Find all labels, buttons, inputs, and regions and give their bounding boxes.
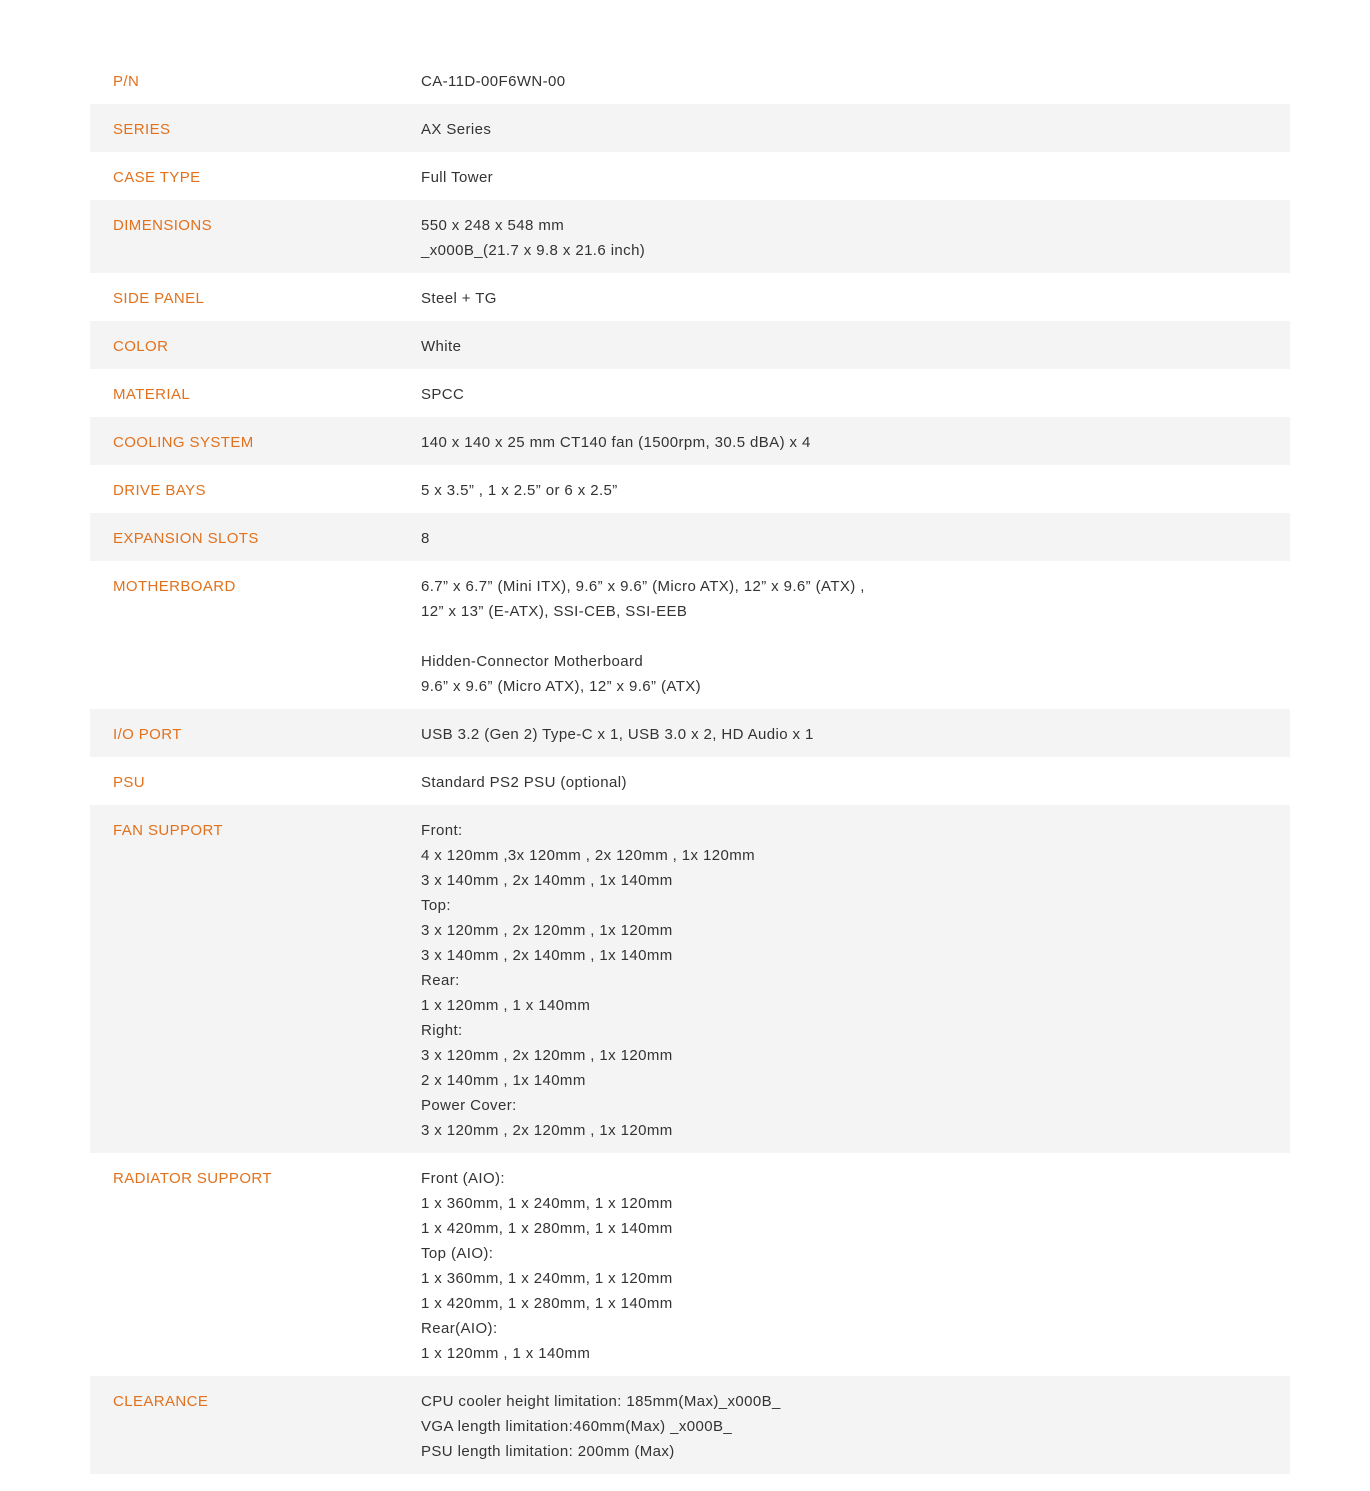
spec-label: I/O PORT	[113, 726, 182, 743]
spec-row	[90, 56, 1290, 104]
spec-row	[90, 369, 1290, 417]
spec-value	[421, 770, 1290, 795]
spec-value-line: 1 x 420mm, 1 x 280mm, 1 x 140mm	[421, 1220, 673, 1237]
spec-value	[421, 574, 1290, 699]
spec-value-line: _x000B_(21.7 x 9.8 x 21.6 inch)	[421, 242, 646, 259]
spec-label: SERIES	[113, 121, 171, 138]
spec-value-line: 3 x 140mm , 2x 140mm , 1x 140mm	[421, 872, 673, 889]
spec-value-line: Right:	[421, 1022, 463, 1039]
spec-row	[90, 709, 1290, 757]
spec-value-line: SPCC	[421, 386, 465, 403]
spec-label: SIDE PANEL	[113, 290, 205, 307]
spec-value	[421, 722, 1290, 747]
spec-value-line: Front:	[421, 822, 463, 839]
spec-value-line: 550 x 248 x 548 mm	[421, 217, 565, 234]
spec-value-line: Power Cover:	[421, 1097, 517, 1114]
spec-value-line: Top:	[421, 897, 451, 914]
spec-row	[90, 273, 1290, 321]
spec-value-line: 1 x 120mm , 1 x 140mm	[421, 997, 591, 1014]
spec-value	[421, 213, 1290, 263]
spec-value-line: 2 x 140mm , 1x 140mm	[421, 1072, 586, 1089]
spec-label: MOTHERBOARD	[113, 578, 236, 595]
spec-value	[421, 526, 1290, 551]
spec-value-line: Full Tower	[421, 169, 494, 186]
spec-value	[421, 117, 1290, 142]
spec-value	[421, 165, 1290, 190]
spec-table	[90, 56, 1290, 1474]
spec-value-line	[421, 624, 1290, 649]
spec-value-line: 1 x 360mm, 1 x 240mm, 1 x 120mm	[421, 1270, 673, 1287]
spec-label: P/N	[113, 73, 140, 90]
spec-label: COLOR	[113, 338, 169, 355]
spec-row	[90, 104, 1290, 152]
spec-value-line: Front (AIO):	[421, 1170, 505, 1187]
spec-label: FAN SUPPORT	[113, 822, 223, 839]
spec-row	[90, 200, 1290, 273]
spec-value	[421, 382, 1290, 407]
spec-label: PSU	[113, 774, 146, 791]
spec-value-line: 1 x 360mm, 1 x 240mm, 1 x 120mm	[421, 1195, 673, 1212]
spec-label: MATERIAL	[113, 386, 191, 403]
spec-value	[421, 286, 1290, 311]
spec-value-line: 8	[421, 530, 430, 547]
spec-label: CLEARANCE	[113, 1393, 209, 1410]
spec-value-line: 1 x 420mm, 1 x 280mm, 1 x 140mm	[421, 1295, 673, 1312]
spec-row	[90, 1153, 1290, 1376]
spec-value-line: 3 x 120mm , 2x 120mm , 1x 120mm	[421, 922, 673, 939]
spec-value-line: Steel + TG	[421, 290, 497, 307]
spec-value-line: Standard PS2 PSU (optional)	[421, 774, 627, 791]
spec-value-line: AX Series	[421, 121, 492, 138]
spec-value-line: 3 x 120mm , 2x 120mm , 1x 120mm	[421, 1047, 673, 1064]
spec-value	[421, 1389, 1290, 1464]
spec-row	[90, 561, 1290, 709]
spec-value-line: 9.6” x 9.6” (Micro ATX), 12” x 9.6” (ATX)	[421, 678, 702, 695]
spec-value-line: 5 x 3.5” , 1 x 2.5” or 6 x 2.5”	[421, 482, 618, 499]
spec-value-line: Rear:	[421, 972, 460, 989]
spec-value-line: 4 x 120mm ,3x 120mm , 2x 120mm , 1x 120mm	[421, 847, 756, 864]
spec-value-line: 1 x 120mm , 1 x 140mm	[421, 1345, 591, 1362]
spec-value	[421, 1166, 1290, 1366]
spec-row	[90, 152, 1290, 200]
spec-value-line: CA-11D-00F6WN-00	[421, 73, 566, 90]
spec-value-line: 140 x 140 x 25 mm CT140 fan (1500rpm, 30.5 dBA) x 4	[421, 434, 811, 451]
spec-value	[421, 69, 1290, 94]
spec-label: COOLING SYSTEM	[113, 434, 254, 451]
spec-value-line: 6.7” x 6.7” (Mini ITX), 9.6” x 9.6” (Micro ATX), 12” x 9.6” (ATX) ,	[421, 578, 865, 595]
spec-row	[90, 513, 1290, 561]
spec-value-line: 3 x 140mm , 2x 140mm , 1x 140mm	[421, 947, 673, 964]
spec-value	[421, 818, 1290, 1143]
spec-label: EXPANSION SLOTS	[113, 530, 259, 547]
spec-row	[90, 321, 1290, 369]
spec-row	[90, 757, 1290, 805]
spec-value-line: USB 3.2 (Gen 2) Type-C x 1, USB 3.0 x 2, HD Audio x 1	[421, 726, 814, 743]
spec-value-line: VGA length limitation:460mm(Max) _x000B_	[421, 1418, 733, 1435]
spec-label: RADIATOR SUPPORT	[113, 1170, 272, 1187]
spec-value-line: Top (AIO):	[421, 1245, 494, 1262]
spec-value-line: PSU length limitation: 200mm (Max)	[421, 1443, 675, 1460]
spec-value	[421, 430, 1290, 455]
spec-value-line: Rear(AIO):	[421, 1320, 498, 1337]
spec-label: CASE TYPE	[113, 169, 201, 186]
spec-row	[90, 417, 1290, 465]
spec-row	[90, 1376, 1290, 1474]
spec-value	[421, 334, 1290, 359]
spec-value-line: 3 x 120mm , 2x 120mm , 1x 120mm	[421, 1122, 673, 1139]
spec-label: DIMENSIONS	[113, 217, 213, 234]
spec-row	[90, 465, 1290, 513]
spec-value-line: CPU cooler height limitation: 185mm(Max)_x000B_	[421, 1393, 781, 1410]
spec-value-line: 12” x 13” (E-ATX), SSI-CEB, SSI-EEB	[421, 603, 688, 620]
spec-label: DRIVE BAYS	[113, 482, 206, 499]
spec-value-line: White	[421, 338, 462, 355]
spec-value	[421, 478, 1290, 503]
spec-value-line: Hidden-Connector Motherboard	[421, 653, 644, 670]
spec-row	[90, 805, 1290, 1153]
